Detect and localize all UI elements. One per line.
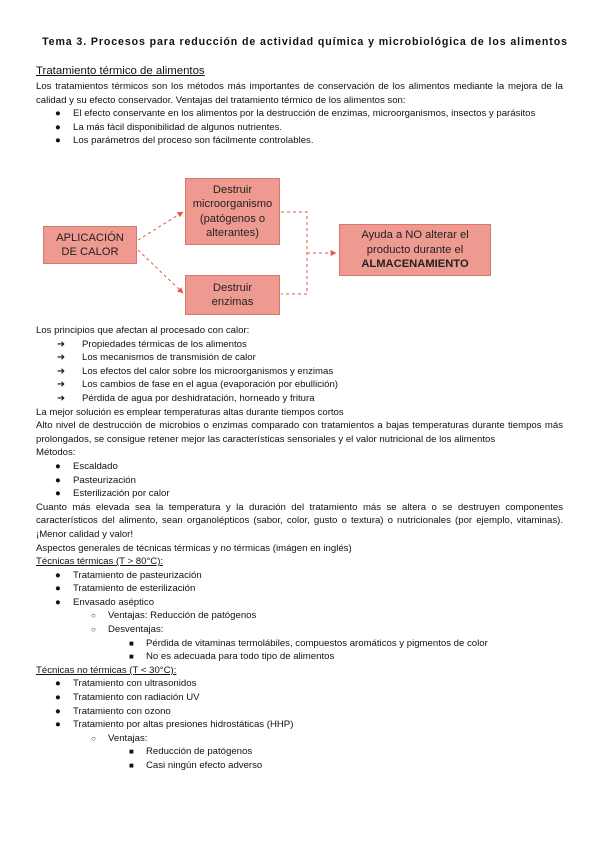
diagram-box-storage: Ayuda a NO alterar el producto durante el ALMACENAMIENTO (339, 224, 491, 276)
diagram-box-enzymes: Destruir enzimas (185, 275, 280, 315)
methods-list (36, 460, 563, 501)
square-bullet-icon: ■ (129, 638, 134, 648)
bullet-icon: ● (55, 583, 61, 595)
thermal-list (36, 569, 563, 664)
nonthermal-list (36, 677, 563, 772)
circle-bullet-icon: ○ (91, 733, 96, 743)
best-solution-text: La mejor solución es emplear temperaturas altas durante tiempos cortos (36, 406, 344, 418)
bullet-icon: ● (55, 108, 61, 120)
bullet-icon: ● (55, 569, 61, 581)
advantages-list (36, 107, 563, 148)
list-item: ➔ Propiedades térmicas de los alimentos (57, 338, 247, 350)
bullet-icon: ● (55, 474, 61, 486)
diagram-box-microorganisms: Destruir microorganismo (patógenos o alterantes) (185, 178, 280, 245)
list-item: ● El efecto conservante en los alimentos por la destrucción de enzimas, microorganismos, insectos y parásitos (55, 108, 536, 120)
list-item: ● Tratamiento de pasteurización (55, 569, 202, 581)
list-item: ● Tratamiento por altas presiones hidrostáticas (HHP) (55, 719, 294, 731)
section-heading: Tratamiento térmico de alimentos (36, 65, 205, 77)
bullet-icon: ● (55, 705, 61, 717)
methods-label: Métodos: (36, 447, 76, 459)
list-item: ● Pasteurización (55, 474, 136, 486)
bullet-icon: ● (55, 596, 61, 608)
list-item: ● Tratamiento con ozono (55, 705, 171, 717)
arrow-to-microorganisms (138, 212, 183, 240)
diagram-box-heat: APLICACIÓN DE CALOR (43, 226, 137, 264)
temperature-effect-text: Cuanto más elevada sea la temperatura y la duración del tratamiento más se altera o se destruyen componentes característicos del alimento, sean organolépticos (sabor, color, gusto o textura) o nutricionales (por ejemplo, vitaminas). ¡Menor calidad y valor! (36, 501, 563, 540)
list-item: ➔ Los efectos del calor sobre los microorganismos y enzimas (57, 365, 334, 377)
list-item: ➔ Los cambios de fase en el agua (evaporación por ebullición) (57, 379, 338, 391)
arrow-right-icon: ➔ (57, 379, 66, 391)
bullet-icon: ● (55, 692, 61, 704)
list-item: ■ Casi ningún efecto adverso (129, 760, 263, 771)
list-item: ● Tratamiento con radiación UV (55, 692, 200, 704)
principles-block (36, 324, 563, 773)
list-item: ■ Reducción de patógenos (129, 746, 253, 758)
intro-paragraph: Los tratamientos térmicos son los métodos más importantes de conservación de los alimentos mediante la mejora de la calidad y su efecto conservador. Ventajas del tratamiento térmico de los alimentos son: (36, 81, 563, 106)
list-item: ○ Ventajas: Reducción de patógenos (91, 610, 257, 622)
square-bullet-icon: ■ (129, 761, 134, 770)
circle-bullet-icon: ○ (91, 625, 96, 635)
list-item: ○ Ventajas: (91, 732, 148, 744)
arrow-right-icon: ➔ (57, 392, 66, 404)
list-item: ○ Desventajas: (91, 624, 164, 636)
list-item: ■ Pérdida de vitaminas termolábiles, compuestos aromáticos y pigmentos de color (129, 637, 488, 649)
bullet-icon: ● (55, 135, 61, 147)
list-item: ➔ Los mecanismos de transmisión de calor (57, 352, 256, 364)
bullet-icon: ● (55, 678, 61, 690)
nonthermal-techniques-heading: Técnicas no térmicas (T < 30°C): (36, 664, 177, 676)
high-level-text: Alto nivel de destrucción de microbios o enzimas comparado con tratamientos a bajas temperaturas durante tiempos más prolongados, se consigue retener mejor las características sensoriales y el valor nutricional de los alimentos (36, 420, 563, 445)
principles-list (36, 338, 563, 406)
page-title: Tema 3. Procesos para reducción de actividad química y microbiológica de los alimentos (42, 36, 568, 48)
arrow-to-enzymes (138, 250, 183, 293)
list-item: ● Escaldado (55, 460, 118, 472)
list-item: ➔ Pérdida de agua por deshidratación, horneado y fritura (57, 392, 315, 404)
thermal-techniques-heading: Técnicas térmicas (T > 80°C): (36, 556, 164, 568)
square-bullet-icon: ■ (129, 747, 134, 757)
arrow-right-icon: ➔ (57, 365, 66, 377)
list-item: ● Tratamiento con ultrasonidos (55, 678, 197, 690)
arrow-right-icon: ➔ (57, 352, 66, 364)
bracket-connector (281, 212, 307, 294)
list-item: ● Esterilización por calor (55, 488, 170, 500)
square-bullet-icon: ■ (129, 652, 134, 662)
list-item: ● Envasado aséptico (55, 596, 155, 608)
bullet-icon: ● (55, 460, 61, 472)
list-item: ● Los parámetros del proceso son fácilmente controlables. (55, 135, 314, 147)
bullet-icon: ● (55, 121, 61, 133)
circle-bullet-icon: ○ (91, 611, 96, 621)
list-item: ■ No es adecuada para todo tipo de alimentos (129, 651, 335, 663)
arrow-right-icon: ➔ (57, 338, 66, 350)
list-item: ● La más fácil disponibilidad de algunos nutrientes. (55, 121, 283, 133)
aspects-text: Aspectos generales de técnicas térmicas y no térmicas (imágen en inglés) (36, 542, 352, 554)
principles-intro: Los principios que afectan al procesado con calor: (36, 325, 250, 336)
bullet-icon: ● (55, 488, 61, 500)
intro-block (36, 80, 563, 148)
bullet-icon: ● (55, 719, 61, 731)
list-item: ● Tratamiento de esterilización (55, 583, 196, 595)
